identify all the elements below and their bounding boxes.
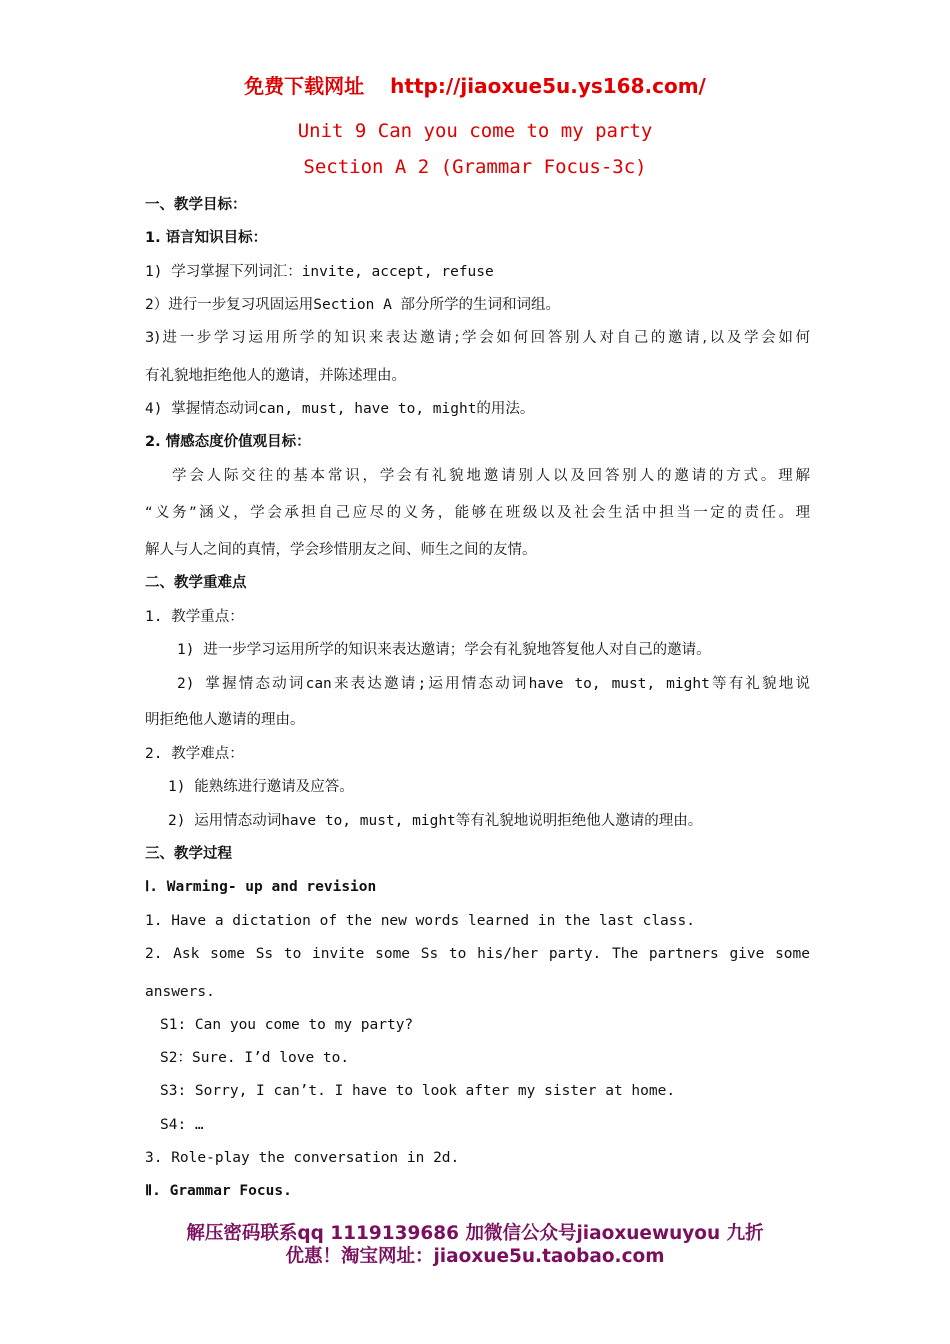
heading-teaching-process: 三、教学过程 — [145, 846, 232, 862]
subheading-focus: 1. 教学重点： — [145, 609, 244, 625]
step-grammar-focus: Ⅱ. Grammar Focus. — [145, 1183, 292, 1199]
footer-taobao-line: 优惠！淘宝网址：jiaoxue5u.taobao.com — [285, 1246, 665, 1267]
download-header — [0, 70, 950, 99]
subheading-language-knowledge: 1. 语言知识目标： — [145, 230, 268, 246]
warming-item-1: 1. Have a dictation of the new words learned in the last class. — [145, 913, 695, 929]
objective-item-4: 4) 掌握情态动词can, must, have to, might的用法。 — [145, 401, 535, 417]
dialogue-line-s3: S3: Sorry, I can’t. I have to look after my sister at home. — [160, 1083, 676, 1099]
footer-password-line: 解压密码联系qq 1119139686 加微信公众号jiaoxuewuyou 九折 — [186, 1223, 764, 1244]
subheading-emotion-values: 2. 情感态度价值观目标： — [145, 434, 311, 450]
dialogue-line-s2: S2：Sure. I’d love to. — [160, 1050, 350, 1066]
emotion-paragraph-line-1: 学会人际交往的基本常识，学会有礼貌地邀请别人以及回答别人的邀请的方式。理解 — [172, 468, 810, 484]
objective-item-2: 2）进行一步复习巩固运用Section A 部分所学的生词和词组。 — [145, 297, 561, 313]
warming-item-2: 2. Ask some Ss to invite some Ss to his/her party. The partners give some — [145, 946, 810, 962]
focus-item-1: 1) 进一步学习运用所学的知识来表达邀请；学会有礼貌地答复他人对自己的邀请。 — [177, 642, 711, 658]
warming-item-2-cont: answers. — [145, 984, 215, 1000]
objective-item-1: 1) 学习掌握下列词汇：invite, accept, refuse — [145, 264, 494, 280]
focus-item-2-cont: 明拒绝他人邀请的理由。 — [145, 712, 305, 728]
difficulty-item-1: 1) 能熟练进行邀请及应答。 — [168, 779, 354, 795]
objective-item-3-cont: 有礼貌地拒绝他人的邀请，并陈述理由。 — [145, 368, 406, 384]
emotion-paragraph-line-2: “义务”涵义，学会承担自己应尽的义务，能够在班级以及社会生活中担当一定的责任。理 — [145, 505, 810, 521]
warming-item-3: 3. Role-play the conversation in 2d. — [145, 1150, 460, 1166]
dialogue-line-s1: S1: Can you come to my party? — [160, 1017, 414, 1033]
subheading-difficulty: 2. 教学难点： — [145, 746, 244, 762]
focus-item-2: 2) 掌握情态动词can来表达邀请;运用情态动词have to, must, might等有礼貌地说 — [177, 676, 810, 692]
heading-key-points: 二、教学重难点 — [145, 575, 247, 591]
header-url-link[interactable]: http://jiaoxue5u.ys168.com/ — [390, 74, 706, 98]
emotion-paragraph-line-3: 解人与人之间的真情，学会珍惜朋友之间、师生之间的友情。 — [145, 542, 537, 558]
unit-title: Unit 9 Can you come to my party — [297, 120, 653, 142]
section-title: Section A 2 (Grammar Focus-3c) — [303, 156, 647, 178]
header-label: 免费下载网址 — [244, 74, 365, 98]
objective-item-3: 3)进一步学习运用所学的知识来表达邀请;学会如何回答别人对自己的邀请,以及学会如何 — [145, 330, 810, 346]
dialogue-line-s4: S4: … — [160, 1117, 204, 1133]
step-warming-up: Ⅰ. Warming- up and revision — [145, 879, 377, 895]
heading-objectives: 一、教学目标： — [145, 197, 247, 213]
difficulty-item-2: 2) 运用情态动词have to, must, might等有礼貌地说明拒绝他人邀请的理由。 — [168, 813, 703, 829]
